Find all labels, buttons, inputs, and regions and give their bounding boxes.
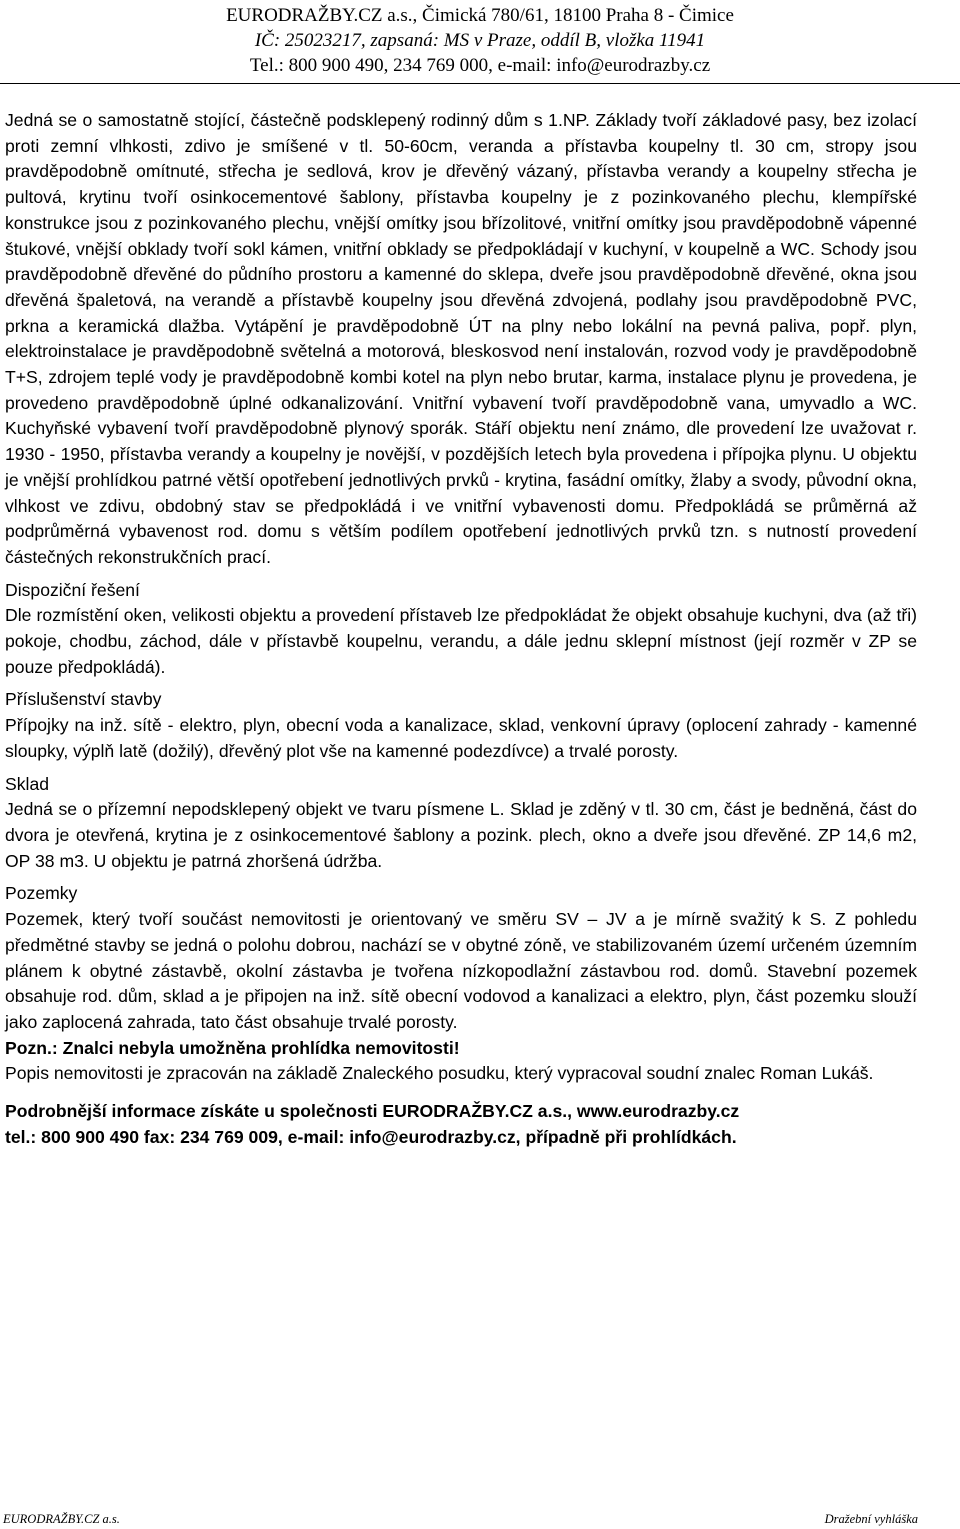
section-sklad [5, 772, 917, 875]
header-contact-line: Tel.: 800 900 490, 234 769 000, e-mail: info@eurodrazby.cz [249, 55, 711, 76]
inspection-note: Pozn.: Znalci nebyla umožněna prohlídka nemovitosti! [5, 1037, 460, 1058]
page-footer [0, 1510, 960, 1528]
page-header [0, 0, 960, 82]
section-heading: Pozemky [5, 883, 78, 904]
header-company-line: EURODRAŽBY.CZ a.s., Čimická 780/61, 18100 Praha 8 - Čimice [226, 5, 734, 26]
section-heading: Dispoziční řešení [5, 579, 140, 600]
section-pozemky [5, 881, 917, 1035]
property-description: Jedná se o samostatně stojící, částečně podsklepený rodinný dům s 1.NP. Základy tvoří základové pasy, bez izolací proti zemní vlhkosti, zdivo je smíšené v tl. 50-60cm, veranda a přístavba koupelny tl. 30 cm, stropy jsou pravděpodobně omítnuté, střecha je sedlová, krov je dřevěný vázaný, přístavba verandy a koupelny střecha je pultová, krytinu tvoří osinkocementové šablony, přístavba koupelny je z pozinkovaného plechu, klempířské konstrukce jsou z pozinkovaného plechu, vnější omítky jsou břízolitové, vnitřní omítky jsou pravděpodobně vápenné štukové, vnější obklady tvoří sokl kámen, vnitřní obklady se předpokládají v kuchyní, v koupelně a WC. Schody jsou pravděpodobně dřevěné do půdního prostoru a kamenné do sklepa, dveře jsou pravděpodobně dřevěné, okna jsou dřevěná špaletová, na verandě a přístavbě koupelny jsou dřevěná zdvojená, podlahy jsou pravděpodobně PVC, prkna a keramická dlažba. Vytápění je pravděpodobně ÚT na plny nebo lokální na pevná paliva, popř. plyn, elektroinstalace je pravděpodobně světelná a motorová, bleskosvod není instalován, rozvod vody je pravděpodobně T+S, zdrojem teplé vody je pravděpodobně kombi kotel na plyn nebo brutar, karma, instalace plynu je provedena, je provedeno pravděpodobně úplné odkanalizování. Vnitřní vybavení tvoří pravděpodobně vana, umyvadlo a WC. Kuchyňské vybavení tvoří pravděpodobně plynový sporák. Stáří objektu není známo, dle provedení lze uvažovat r. 1930 - 1950, přístavba verandy a koupelny je novější, v pozdějších letech byla provedena i přípojka plynu. U objektu je vnější prohlídkou patrné větší opotřebení jednotlivých prvků - krytina, fasádní omítky, žlaby a svody, původní okna, vlhkost ve zdivu, obdobný stav se předpokládá i ve vnitřní vybavenosti domu. Předpokládá se průměrná až podprůměrná vybavenost rod. domu s větším podílem opotřebení jednotlivých prvků tzn. s nutností provedení částečných rekonstrukčních prací. [5, 110, 917, 567]
section-text: Dle rozmístění oken, velikosti objektu a provedení přístaveb lze předpokládat že objekt obsahuje kuchyni, dva (až tři) pokoje, chodbu, záchod, dále v přístavbě koupelnu, verandu, a dále jednu sklepní místnost (její rozměr v ZP se pouze předpokládá). [5, 605, 917, 677]
contact-line-phone: tel.: 800 900 490 fax: 234 769 009, e-mail: info@eurodrazby.cz, případně při prohlídkách. [5, 1126, 737, 1147]
document-body [5, 108, 917, 1150]
section-text: Jedná se o přízemní nepodsklepený objekt ve tvaru písmene L. Sklad je zděný v tl. 30 cm, část je bedněná, část do dvora je otevřená, krytina je z osinkocementové šablony a pozink. plech, okno a dveře jsou dřevěné. ZP 14,6 m2, OP 38 m3. U objektu je patrná zhoršená údržba. [5, 799, 917, 871]
header-divider [0, 83, 960, 84]
section-heading: Sklad [5, 773, 50, 794]
section-dispozice [5, 578, 917, 681]
footer-document-type: Dražební vyhláška [824, 1512, 918, 1526]
source-statement: Popis nemovitosti je zpracován na základě Znaleckého posudku, který vypracoval soudní znalec Roman Lukáš. [5, 1063, 874, 1084]
contact-line-company: Podrobnější informace získáte u společnosti EURODRAŽBY.CZ a.s., www.eurodrazby.cz [5, 1101, 740, 1122]
section-prislusenstvi [5, 687, 917, 764]
header-registration-line: IČ: 25023217, zapsaná: MS v Praze, oddíl B, vložka 11941 [254, 30, 706, 51]
contact-info [5, 1099, 960, 1150]
section-text: Přípojky na inž. sítě - elektro, plyn, obecní voda a kanalizace, sklad, venkovní úpravy (oplocení zahrady - kamenné sloupky, výplň latě (dožilý), dřevěný plot vše na kamenné podezdívce) a trvalé porosty. [5, 715, 917, 761]
footer-company: EURODRAŽBY.CZ a.s. [3, 1512, 120, 1526]
section-heading: Příslušenství stavby [5, 689, 162, 710]
section-text: Pozemek, který tvoří součást nemovitosti je orientovaný ve směru SV – JV a je mírně svažitý k S. Z pohledu předmětné stavby se jedná o polohu dobrou, nachází se v obytné zóně, ve stabilizovaném území určeném územním plánem k obytné zástavbě, okolní zástavba je tvořena nízkopodlažní zástavbou rod. domů. Stavební pozemek obsahuje rod. dům, sklad a je připojen na inž. sítě obecní vodovod a kanalizaci a elektro, plyn, část pozemku slouží jako zaplocená zahrada, tato část obsahuje trvalé porosty. [5, 909, 917, 1032]
